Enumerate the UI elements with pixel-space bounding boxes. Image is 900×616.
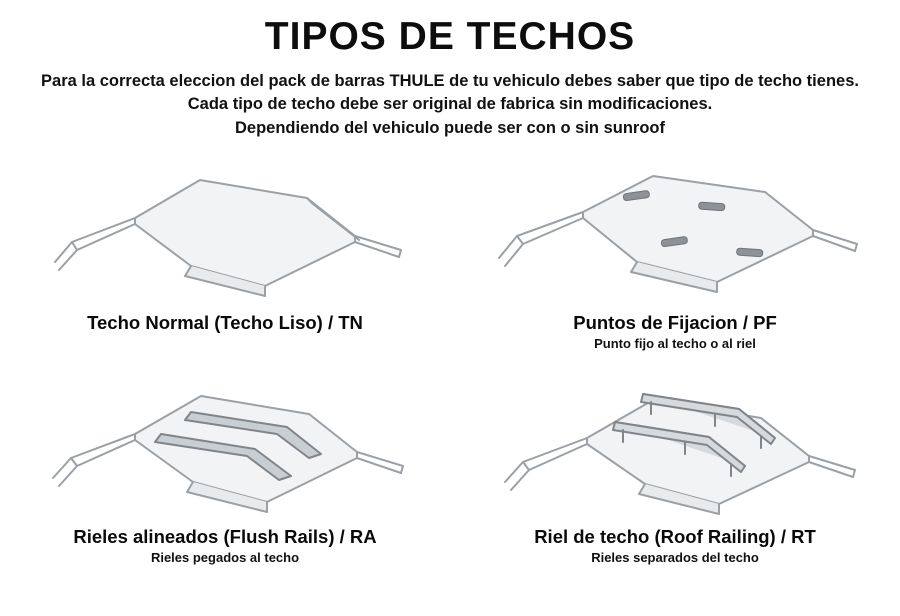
- roof-type-subcaption-ra: Rieles pegados al techo: [150, 550, 300, 566]
- roof-type-caption-pf: Puntos de Fijacion / PF: [573, 312, 777, 334]
- roof-railing-icon: [465, 372, 885, 520]
- intro-text: [0, 70, 900, 140]
- roof-plain-icon: [15, 158, 435, 306]
- roof-type-card-pf: [450, 154, 900, 366]
- roof-type-caption-rt: Riel de techo (Roof Railing) / RT: [534, 526, 816, 548]
- roof-types-grid: [0, 154, 900, 578]
- intro-line-1: Para la correcta eleccion del pack de barras THULE de tu vehiculo debes saber que tipo de techo tienes.: [41, 71, 859, 90]
- roof-type-subcaption-pf: Punto fijo al techo o al riel: [594, 336, 756, 352]
- intro-line-3: Dependiendo del vehiculo puede ser con o sin sunroof: [235, 118, 665, 137]
- page-title: TIPOS DE TECHOS: [264, 15, 636, 58]
- roof-type-card-rt: [450, 366, 900, 578]
- roof-type-caption-ra: Rieles alineados (Flush Rails) / RA: [73, 526, 377, 548]
- roof-fixpoint-icon: [465, 158, 885, 306]
- roof-type-card-tn: [0, 154, 450, 366]
- roof-type-caption-tn: Techo Normal (Techo Liso) / TN: [87, 312, 363, 334]
- roof-flush-rails-icon: [15, 372, 435, 520]
- poster-root: [0, 16, 900, 616]
- roof-type-subcaption-rt: Rieles separados del techo: [591, 550, 759, 566]
- intro-line-2: Cada tipo de techo debe ser original de fabrica sin modificaciones.: [187, 95, 713, 114]
- roof-type-card-ra: [0, 366, 450, 578]
